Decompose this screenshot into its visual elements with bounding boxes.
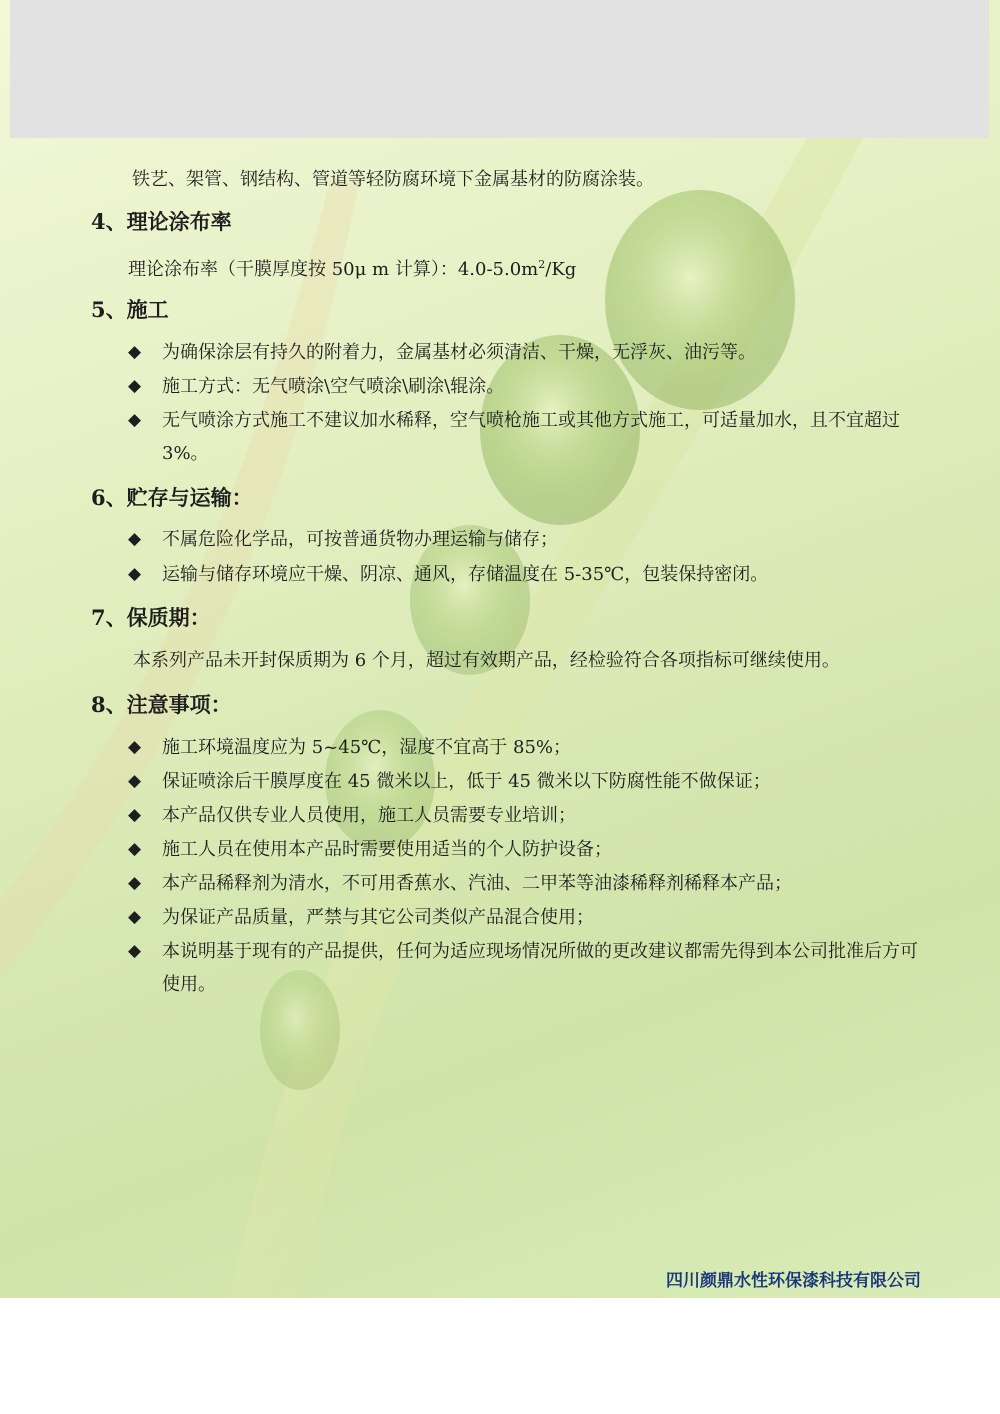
diamond-bullet-icon: ◆ — [128, 941, 142, 961]
diamond-bullet-icon: ◆ — [128, 410, 142, 430]
list-item — [128, 558, 928, 591]
list-item-text: 施工环境温度应为 5~45℃，湿度不宜高于 85%； — [162, 737, 572, 758]
section-heading-storage: 6、贮存与运输： — [91, 485, 253, 510]
header-band — [10, 0, 989, 138]
coverage-unit: /Kg — [545, 259, 577, 280]
diamond-bullet-icon: ◆ — [128, 907, 142, 927]
list-item-text: 本说明基于现有的产品提供，任何为适应现场情况所做的更改建议都需先得到本公司批准后方可使用。 — [162, 941, 918, 995]
list-item-text: 无气喷涂方式施工不建议加水稀释，空气喷枪施工或其他方式施工，可适量加水，且不宜超过 3%。 — [162, 410, 900, 464]
diamond-bullet-icon: ◆ — [128, 873, 142, 893]
diamond-bullet-icon: ◆ — [128, 839, 142, 859]
list-item-text: 施工方式：无气喷涂\空气喷涂\刷涂\辊涂。 — [162, 376, 505, 397]
page-bottom-margin — [0, 1298, 1000, 1414]
list-item — [128, 935, 928, 1001]
section-heading-notes: 8、注意事项： — [91, 692, 232, 717]
list-item — [128, 867, 928, 900]
list-item — [128, 404, 928, 470]
section-heading-construction: 5、施工 — [91, 297, 169, 322]
list-item — [128, 336, 928, 369]
list-item-text: 施工人员在使用本产品时需要使用适当的个人防护设备； — [162, 839, 612, 860]
list-item-text: 为保证产品质量，严禁与其它公司类似产品混合使用； — [162, 907, 594, 928]
list-item-text: 不属危险化学品，可按普通货物办理运输与储存； — [162, 529, 558, 550]
coverage-text — [128, 253, 576, 282]
list-item-text: 保证喷涂后干膜厚度在 45 微米以上，低于 45 微米以下防腐性能不做保证； — [162, 771, 771, 792]
list-item — [128, 799, 928, 832]
list-item — [128, 523, 928, 556]
shelf-life-text: 本系列产品未开封保质期为 6 个月，超过有效期产品，经检验符合各项指标可继续使用。 — [133, 650, 840, 671]
list-item-text: 运输与储存环境应干燥、阴凉、通风，存储温度在 5-35℃，包装保持密闭。 — [162, 564, 769, 585]
section-heading-coverage: 4、理论涂布率 — [91, 209, 232, 234]
diamond-bullet-icon: ◆ — [128, 564, 142, 584]
list-item — [128, 370, 928, 403]
diamond-bullet-icon: ◆ — [128, 737, 142, 757]
company-name-footer: 四川颜鼎水性环保漆科技有限公司 — [666, 1271, 921, 1291]
diamond-bullet-icon: ◆ — [128, 529, 142, 549]
section-heading-shelf-life: 7、保质期： — [91, 605, 211, 630]
list-item-text: 本产品稀释剂为清水，不可用香蕉水、汽油、二甲苯等油漆稀释剂稀释本产品； — [162, 873, 792, 894]
coverage-superscript: 2 — [538, 258, 546, 271]
diamond-bullet-icon: ◆ — [128, 805, 142, 825]
list-item — [128, 765, 928, 798]
list-item-text: 为确保涂层有持久的附着力，金属基材必须清洁、干燥，无浮灰、油污等。 — [162, 342, 756, 363]
diamond-bullet-icon: ◆ — [128, 376, 142, 396]
list-item — [128, 833, 928, 866]
list-item — [128, 731, 928, 764]
coverage-text-main: 理论涂布率（干膜厚度按 50μ m 计算）：4.0-5.0m — [128, 259, 539, 280]
list-item-text: 本产品仅供专业人员使用，施工人员需要专业培训； — [162, 805, 576, 826]
list-item — [128, 901, 928, 934]
diamond-bullet-icon: ◆ — [128, 771, 142, 791]
diamond-bullet-icon: ◆ — [128, 342, 142, 362]
application-text: 铁艺、架管、钢结构、管道等轻防腐环境下金属基材的防腐涂装。 — [132, 169, 654, 190]
